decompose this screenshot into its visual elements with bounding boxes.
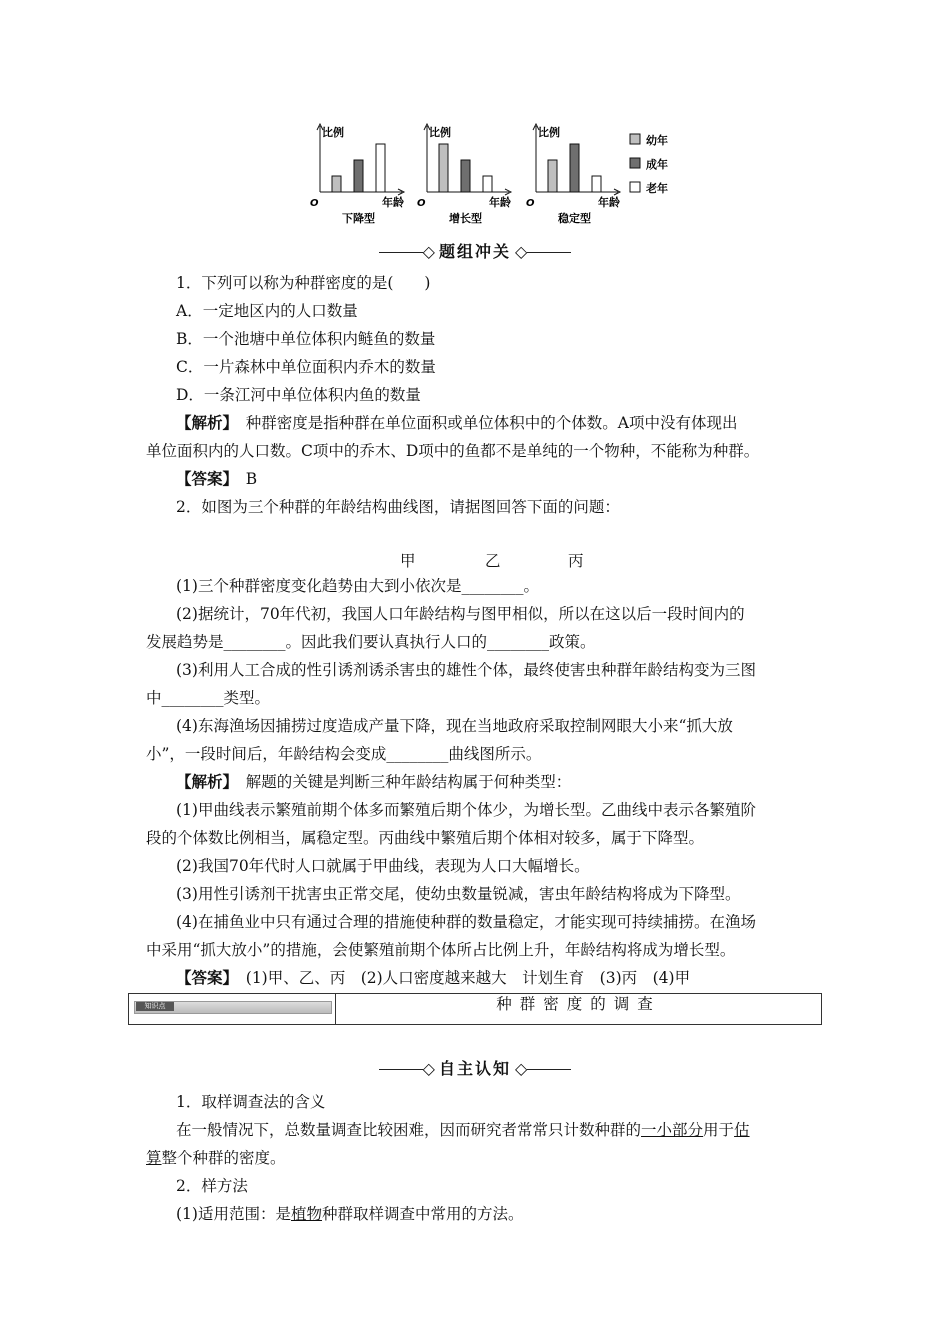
q2-analysis-1-line-2: 段的个体数比例相当，属稳定型。丙曲线中繁殖后期个体相对较多，属于下降型。 [146, 829, 705, 847]
y-axis-label: 比例 [429, 126, 451, 139]
panel-title: 稳定型 [558, 212, 591, 225]
q1-option-c: C．一片森林中单位面积内乔木的数量 [176, 358, 436, 376]
age-structure-figure [310, 118, 710, 228]
knowledge-point-title: 种群密度的调查 [496, 995, 661, 1013]
knowledge-point-tag: 知识点 [136, 1002, 174, 1011]
x-axis-label: 年龄 [598, 196, 620, 209]
panel-title: 增长型 [449, 212, 482, 225]
q2-stem: 2．如图为三个种群的年龄结构曲线图，请据图回答下面的问题： [176, 498, 620, 516]
y-axis-label: 比例 [322, 126, 344, 139]
q2-answer-line [176, 968, 690, 988]
legend-swatch [630, 134, 640, 144]
s2-heading-2: 2．样方法 [176, 1177, 248, 1195]
q1-analysis-text: 种群密度是指种群在单位面积或单位体积中的个体数。A项中没有体现出 [230, 414, 738, 432]
q1-analysis-line-2: 单位面积内的人口数。C项中的乔木、D项中的鱼都不是单纯的一个物种，不能称为种群。 [146, 442, 760, 460]
q2-part-2-line-2: 发展趋势是________。因此我们要认真执行人口的________政策。 [146, 633, 596, 651]
s2-para-1-line-1 [176, 1120, 750, 1140]
q2-figure-label-jia: 甲 [400, 552, 416, 570]
bar [461, 160, 470, 192]
legend-label: 幼年 [646, 134, 668, 147]
x-axis-label: 年龄 [382, 196, 404, 209]
s2-underline-plant: 植物 [290, 1205, 322, 1223]
q2-part-4-line-1: (4)东海渔场因捕捞过度造成产量下降，现在当地政府采取控制网眼大小来“抓大放 [176, 717, 733, 735]
q2-analysis-4-line-1: (4)在捕鱼业中只有通过合理的措施使种群的数量稳定，才能实现可持续捕捞。在渔场 [176, 913, 756, 931]
legend-label: 老年 [646, 182, 668, 195]
section-header-self-study: ◇ 自主认知 ◇ [0, 1056, 950, 1079]
s2-text: 在一般情况下，总数量调查比较困难，因而研究者常常只计数种群的 [176, 1121, 642, 1139]
q1-option-b: B．一个池塘中单位体积内鲢鱼的数量 [176, 330, 436, 348]
q2-part-4-line-2: 小”，一段时间后，年龄结构会变成________曲线图所示。 [146, 745, 542, 763]
q2-figure-label-bing: 丙 [568, 552, 584, 570]
section-title: 题组冲关 [438, 242, 511, 261]
q1-option-d: D．一条江河中单位体积内鱼的数量 [176, 386, 421, 404]
q2-analysis-4-line-2: 中采用“抓大放小”的措施，会使繁殖前期个体所占比例上升，年龄结构将成为增长型。 [146, 941, 736, 959]
q1-stem: 1．下列可以称为种群密度的是( ) [176, 274, 431, 292]
s2-underline-small-part: 一小部分 [641, 1121, 704, 1139]
origin-label: O [310, 198, 319, 209]
x-axis-label: 年龄 [489, 196, 511, 209]
bar [483, 176, 492, 192]
s2-text: 整个种群的密度。 [161, 1149, 286, 1167]
q1-answer-line [176, 469, 257, 489]
legend-swatch [630, 158, 640, 168]
s2-heading-1: 1．取样调查法的含义 [176, 1093, 326, 1111]
panel-title: 下降型 [342, 212, 375, 225]
q2-analysis-intro-line [176, 772, 571, 792]
origin-label: O [526, 198, 535, 209]
s2-para-2 [176, 1204, 524, 1224]
q2-part-2-line-1: (2)据统计，70年代初，我国人口年龄结构与图甲相似，所以在这以后一段时间内的 [176, 605, 745, 623]
bar [376, 144, 385, 192]
y-axis-label: 比例 [538, 126, 560, 139]
knowledge-point-tag-cell [129, 994, 336, 1024]
q2-analysis-1-line-1: (1)甲曲线表示繁殖前期个体多而繁殖后期个体少，为增长型。乙曲线中表示各繁殖阶 [176, 801, 756, 819]
legend-swatch [630, 182, 640, 192]
s2-underline-estimate-a: 估 [734, 1121, 750, 1139]
q2-answer: (1)甲、乙、丙 (2)人口密度越来越大 计划生育 (3)丙 (4)甲 [230, 969, 691, 987]
q2-part-3-line-2: 中________类型。 [146, 689, 271, 707]
q2-part-1: (1)三个种群密度变化趋势由大到小依次是________。 [176, 577, 539, 595]
bar [592, 176, 601, 192]
q1-analysis-line-1 [176, 413, 737, 433]
q2-analysis-intro: 解题的关键是判断三种年龄结构属于何种类型： [230, 773, 572, 791]
s2-underline-estimate-b: 算 [146, 1149, 162, 1167]
bar [354, 160, 363, 192]
q1-answer-label: 【答案】 [176, 470, 231, 488]
bar [332, 176, 341, 192]
q2-analysis-2: (2)我国70年代时人口就属于甲曲线，表现为人口大幅增长。 [176, 857, 590, 875]
s2-text: 用于 [703, 1121, 735, 1139]
s2-para-1-line-2 [146, 1148, 286, 1168]
bar [439, 144, 448, 192]
bar [548, 160, 557, 192]
section-header-problem-set: ◇ 题组冲关 ◇ [0, 239, 950, 262]
s2-text: (1)适用范围：是 [176, 1205, 291, 1223]
section-title-2: 自主认知 [438, 1059, 511, 1078]
q2-analysis-label: 【解析】 [176, 773, 231, 791]
legend-label: 成年 [646, 158, 668, 171]
q1-answer: B [230, 470, 258, 488]
q1-option-a: A．一定地区内的人口数量 [176, 302, 358, 320]
q2-answer-label: 【答案】 [176, 969, 231, 987]
bar [570, 144, 579, 192]
q2-figure-label-yi: 乙 [485, 552, 501, 570]
s2-text: 种群取样调查中常用的方法。 [321, 1205, 524, 1223]
q1-analysis-label: 【解析】 [176, 414, 231, 432]
origin-label: O [417, 198, 426, 209]
q2-analysis-3: (3)用性引诱剂干扰害虫正常交尾，使幼虫数量锐减，害虫年龄结构将成为下降型。 [176, 885, 741, 903]
knowledge-point-banner [128, 993, 822, 1025]
q2-part-3-line-1: (3)利用人工合成的性引诱剂诱杀害虫的雄性个体，最终使害虫种群年龄结构变为三图 [176, 661, 756, 679]
